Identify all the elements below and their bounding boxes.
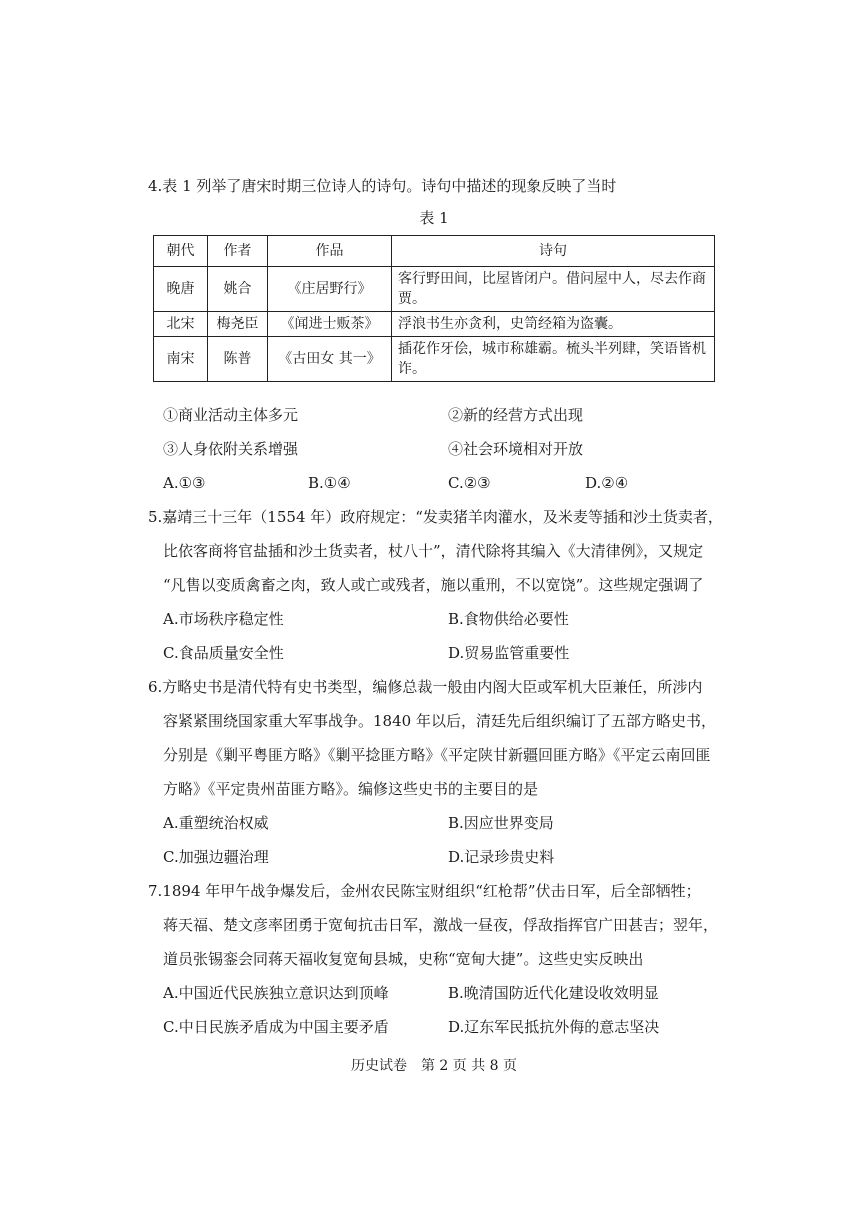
table-caption: 表 1 <box>419 209 449 227</box>
q6-option-b[interactable]: B.因应世界变局 <box>448 814 554 832</box>
q6-option-d[interactable]: D.记录珍贵史料 <box>448 848 555 866</box>
table-row <box>154 337 715 382</box>
q7-option-a[interactable]: A.中国近代民族独立意识达到顶峰 <box>163 984 389 1002</box>
q5-stem-line: “凡售以变质禽畜之肉，致人或亡或残者，施以重刑，不以宽饶”。这些规定强调了 <box>163 576 704 594</box>
poem-table <box>153 235 715 382</box>
q5-option-a[interactable]: A.市场秩序稳定性 <box>163 610 284 628</box>
q6-stem-line: 方略》《平定贵州苗匪方略》。编修这些史书的主要目的是 <box>163 780 539 798</box>
table-cell: 浮浪书生亦贪利，史笥经箱为盗囊。 <box>392 312 715 337</box>
q5-stem-line: 比依客商将官盐插和沙土货卖者，杖八十”，清代除将其编入《大清律例》，又规定 <box>163 542 704 560</box>
q6-stem-line: 分别是《剿平粤匪方略》《剿平捻匪方略》《平定陕甘新疆回匪方略》《平定云南回匪 <box>163 746 711 764</box>
table-cell: 《闻进士贩茶》 <box>268 312 392 337</box>
table-cell: 陈普 <box>208 337 268 382</box>
q6-stem-line: 容紧紧围绕国家重大军事战争。1840 年以后，清廷先后组织编订了五部方略史书， <box>163 712 716 730</box>
q4-statement-3: ③人身依附关系增强 <box>163 440 299 458</box>
q7-option-b[interactable]: B.晚清国防近代化建设收效明显 <box>448 984 659 1002</box>
table-row <box>154 312 715 337</box>
q7-stem-line: 7.1894 年甲午战争爆发后，金州农民陈宝财组织“红枪帮”伏击日军，后全部牺牲； <box>148 882 701 900</box>
table-cell: 《庄居野行》 <box>268 267 392 312</box>
table-cell: 客行野田间，比屋皆闭户。借问屋中人，尽去作商贾。 <box>392 267 715 312</box>
q7-option-d[interactable]: D.辽东军民抵抗外侮的意志坚决 <box>448 1018 660 1036</box>
q5-option-d[interactable]: D.贸易监管重要性 <box>448 644 570 662</box>
table-header-cell: 诗句 <box>392 236 715 267</box>
table-row <box>154 267 715 312</box>
page-footer: 历史试卷 第 2 页 共 8 页 <box>350 1058 518 1074</box>
q4-option-c[interactable]: C.②③ <box>448 474 491 492</box>
table-cell: 《古田女 其一》 <box>268 337 392 382</box>
q6-option-c[interactable]: C.加强边疆治理 <box>163 848 269 866</box>
q7-stem-line: 蒋天福、楚文彦率团勇于宽甸抗击日军，激战一昼夜，俘敌指挥官广田甚吉；翌年， <box>163 916 719 934</box>
table-cell: 北宋 <box>154 312 208 337</box>
q4-option-b[interactable]: B.①④ <box>308 474 351 492</box>
table-header-cell: 作者 <box>208 236 268 267</box>
q4-stem: 4.表 1 列举了唐宋时期三位诗人的诗句。诗句中描述的现象反映了当时 <box>148 177 617 195</box>
q5-stem-line: 5.嘉靖三十三年（1554 年）政府规定：“发卖猪羊肉灌水，及米麦等插和沙土货卖者， <box>148 508 723 526</box>
q6-stem-line: 6.方略史书是清代特有史书类型，编修总裁一般由内阁大臣或军机大臣兼任，所涉内 <box>148 678 703 696</box>
q5-option-c[interactable]: C.食品质量安全性 <box>163 644 284 662</box>
q4-statement-1: ①商业活动主体多元 <box>163 406 299 424</box>
q4-option-d[interactable]: D.②④ <box>585 474 629 492</box>
table-cell: 插花作牙侩，城市称雄霸。梳头半列肆，笑语皆机诈。 <box>392 337 715 382</box>
table-cell: 晚唐 <box>154 267 208 312</box>
q7-option-c[interactable]: C.中日民族矛盾成为中国主要矛盾 <box>163 1018 389 1036</box>
table-header-row <box>154 236 715 267</box>
q7-stem-line: 道员张锡銮会同蒋天福收复宽甸县城，史称“宽甸大捷”。这些史实反映出 <box>163 950 644 968</box>
table-cell: 姚合 <box>208 267 268 312</box>
table-cell: 南宋 <box>154 337 208 382</box>
table-cell: 梅尧臣 <box>208 312 268 337</box>
q6-option-a[interactable]: A.重塑统治权威 <box>163 814 269 832</box>
q5-option-b[interactable]: B.食物供给必要性 <box>448 610 569 628</box>
q4-option-a[interactable]: A.①③ <box>163 474 206 492</box>
q4-statement-4: ④社会环境相对开放 <box>448 440 584 458</box>
q4-statement-2: ②新的经营方式出现 <box>448 406 584 424</box>
table-header-cell: 朝代 <box>154 236 208 267</box>
table-header-cell: 作品 <box>268 236 392 267</box>
